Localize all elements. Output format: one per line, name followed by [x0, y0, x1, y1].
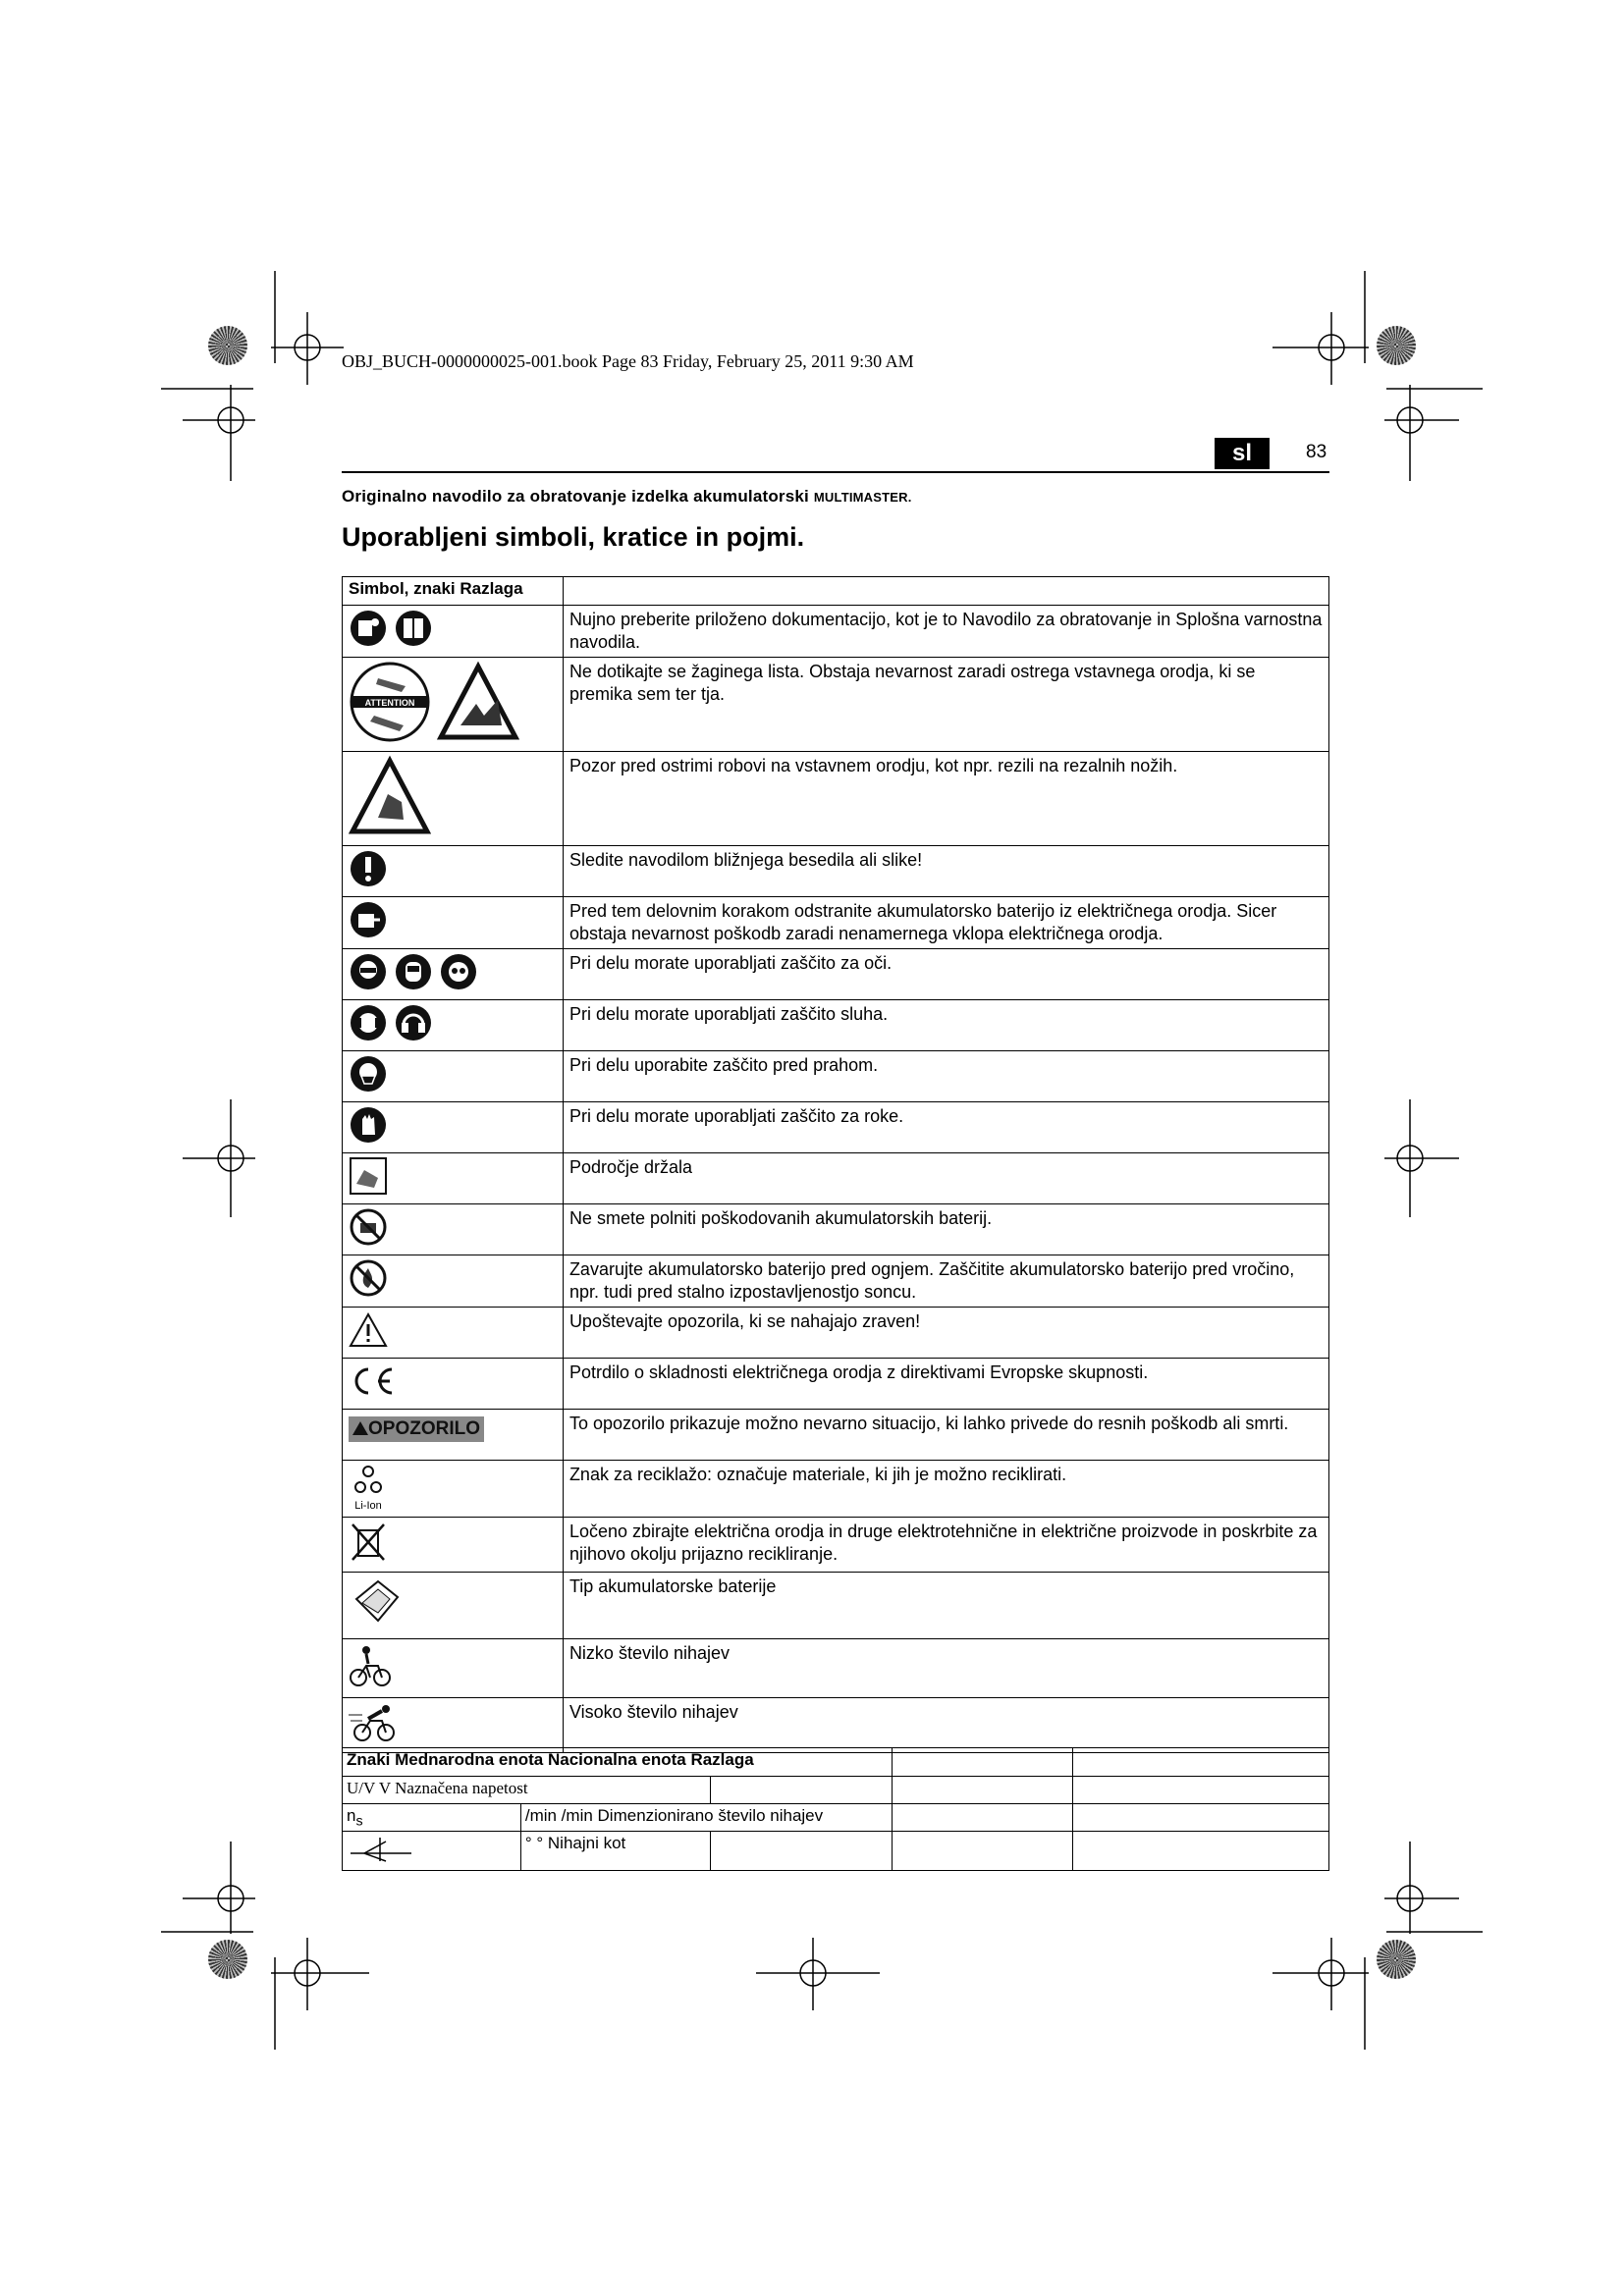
- table-row: [343, 1255, 1329, 1308]
- product-name: MULTIMASTER.: [813, 490, 912, 505]
- symbol-cell: [343, 1204, 564, 1255]
- description-cell: Potrdilo o skladnosti električnega orodja z direktivami Evropske skupnosti.: [563, 1359, 1328, 1410]
- eye-protection-icon: [349, 952, 388, 996]
- symbol-cell: [343, 949, 564, 1000]
- description-cell: Zavarujte akumulatorsko baterijo pred ognjem. Zaščitite akumulatorsko baterijo pred vročino, npr. tudi pred stalno izpostavljenostjo soncu.: [563, 1255, 1328, 1308]
- abbreviations-table: [342, 1747, 1329, 1871]
- table-row: [343, 1204, 1329, 1255]
- description-cell: Znak za reciklažo: označuje materiale, ki jih je možno reciklirati.: [563, 1461, 1328, 1518]
- symbol-cell: [343, 1461, 564, 1518]
- intro-text: Originalno navodilo za obratovanje izdelka akumulatorski: [342, 487, 814, 506]
- symbol-cell: [343, 897, 564, 949]
- abbr-cell: U/V V Naznačena napetost: [343, 1777, 711, 1804]
- no-damaged-battery-icon: [349, 1207, 388, 1252]
- dust-mask-icon: [349, 1054, 388, 1098]
- table-row: [343, 1051, 1329, 1102]
- description-cell: Nizko število nihajev: [563, 1639, 1328, 1698]
- description-cell: Področje držala: [563, 1153, 1328, 1204]
- sharp-edges-warning-icon: [349, 755, 431, 842]
- ear-muffs-icon: [394, 1003, 433, 1047]
- table-row: [343, 897, 1329, 949]
- symbol-cell: [343, 1698, 564, 1753]
- book-icon: [394, 609, 433, 653]
- table-row: [343, 1102, 1329, 1153]
- table-row: [343, 1639, 1329, 1698]
- remove-battery-icon: [349, 900, 388, 944]
- table-header-row: [343, 577, 1329, 606]
- no-fire-icon: [349, 1258, 388, 1303]
- symbol-cell: [343, 1518, 564, 1573]
- description-cell: Pri delu morate uporabljati zaščito za roke.: [563, 1102, 1328, 1153]
- intro-line: [342, 487, 912, 507]
- oscillation-angle-icon: [347, 1834, 415, 1863]
- table-row: [343, 1410, 1329, 1461]
- symbols-table: [342, 576, 1329, 1753]
- description-cell: Pred tem delovnim korakom odstranite akumulatorsko baterijo iz električnega orodja. Sicer obstaja nevarnost poškodb zaradi nenamernega vklopa električnega orodja.: [563, 897, 1328, 949]
- symbol-cell: [343, 1102, 564, 1153]
- gloves-icon: [349, 1105, 388, 1149]
- description-cell: Sledite navodilom bližnjega besedila ali slike!: [563, 846, 1328, 897]
- symbol-cell: [343, 606, 564, 658]
- warning-triangle-icon: [349, 1310, 388, 1355]
- symbol-cell: [343, 1410, 564, 1461]
- symbol-cell: [343, 1051, 564, 1102]
- description-cell: Ne dotikajte se žaginega lista. Obstaja nevarnost zaradi ostrega vstavnega orodja, ki se premika sem ter tja.: [563, 658, 1328, 752]
- table-row: [343, 949, 1329, 1000]
- symbol-cell: [343, 1359, 564, 1410]
- opozorilo-label-icon: OPOZORILO: [349, 1416, 484, 1442]
- read-manual-icon: [349, 609, 388, 653]
- symbol-cell: [343, 1255, 564, 1308]
- ce-mark-icon: [349, 1362, 398, 1406]
- goggles-icon: [439, 952, 478, 996]
- table-row: [343, 1000, 1329, 1051]
- table-row: [343, 846, 1329, 897]
- exclamation-icon: [349, 849, 388, 893]
- attention-blade-icon: [349, 661, 431, 748]
- symbol-cell: [343, 1153, 564, 1204]
- battery-pack-icon: [349, 1575, 404, 1635]
- symbol-cell: [343, 1308, 564, 1359]
- description-cell: Visoko število nihajev: [563, 1698, 1328, 1753]
- table-row: [343, 1153, 1329, 1204]
- abbr-cell: $n_s$: [343, 1804, 521, 1832]
- language-badge: sl: [1215, 438, 1270, 469]
- face-shield-icon: [394, 952, 433, 996]
- book-header: OBJ_BUCH-0000000025-001.book Page 83 Friday, February 25, 2011 9:30 AM: [342, 351, 914, 371]
- description-cell: Ne smete polniti poškodovanih akumulatorskih baterij.: [563, 1204, 1328, 1255]
- ear-protection-icon: [349, 1003, 388, 1047]
- table-row: [343, 1461, 1329, 1518]
- description-cell: Pozor pred ostrimi robovi na vstavnem orodju, kot npr. rezili na rezalnih nožih.: [563, 752, 1328, 846]
- table-row: [343, 1573, 1329, 1639]
- grip-area-icon: [349, 1156, 388, 1201]
- svg-text:ATTENTION: ATTENTION: [364, 698, 415, 708]
- abbr-header: Znaki Mednarodna enota Nacionalna enota Razlaga: [343, 1748, 893, 1777]
- symbol-cell: [343, 846, 564, 897]
- table-row: [343, 1359, 1329, 1410]
- description-cell: Tip akumulatorske baterije: [563, 1573, 1328, 1639]
- fast-bicycle-icon: [349, 1701, 398, 1749]
- description-cell: To opozorilo prikazuje možno nevarno situacijo, ki lahko privede do resnih poškodb ali smrti.: [563, 1410, 1328, 1461]
- abbr-cell: ° ° Nihajni kot: [520, 1832, 710, 1871]
- description-cell: Pri delu morate uporabljati zaščito za oči.: [563, 949, 1328, 1000]
- description-cell: Pri delu morate uporabljati zaščito sluha.: [563, 1000, 1328, 1051]
- description-cell: Upoštevajte opozorila, ki se nahajajo zraven!: [563, 1308, 1328, 1359]
- recycling-li-ion-icon: Li-Ion: [349, 1464, 388, 1512]
- abbr-header-row: [343, 1748, 1329, 1777]
- warning-blade-triangle-icon: [437, 661, 519, 748]
- symbol-cell: [343, 752, 564, 846]
- header-rule: [342, 471, 1329, 473]
- symbol-cell: [343, 1000, 564, 1051]
- symbol-cell: [343, 1573, 564, 1639]
- table-row: [343, 1518, 1329, 1573]
- symbol-cell: [343, 1639, 564, 1698]
- table-row: [343, 1308, 1329, 1359]
- description-cell: Nujno preberite priloženo dokumentacijo, kot je to Navodilo za obratovanje in Splošna varnostna navodila.: [563, 606, 1328, 658]
- angle-icon-cell: [343, 1832, 521, 1871]
- page-number: 83: [1306, 442, 1327, 462]
- crossed-bin-icon: [349, 1521, 388, 1569]
- description-cell: Ločeno zbirajte električna orodja in druge elektrotehnične in električne proizvode in poskrbite za njihovo okolju prijazno recikliranje.: [563, 1518, 1328, 1573]
- page-title: Uporabljeni simboli, kratice in pojmi.: [342, 522, 805, 552]
- table-header: Simbol, znaki Razlaga: [343, 577, 564, 606]
- table-row: [343, 752, 1329, 846]
- table-row: [343, 1804, 1329, 1832]
- table-row: [343, 658, 1329, 752]
- table-row: [343, 606, 1329, 658]
- abbr-cell: /min /min Dimenzionirano število nihajev: [520, 1804, 892, 1832]
- symbol-cell: [343, 658, 564, 752]
- description-cell: Pri delu uporabite zaščito pred prahom.: [563, 1051, 1328, 1102]
- slow-bicycle-icon: [349, 1642, 392, 1694]
- table-row: [343, 1777, 1329, 1804]
- table-row: [343, 1832, 1329, 1871]
- table-row: [343, 1698, 1329, 1753]
